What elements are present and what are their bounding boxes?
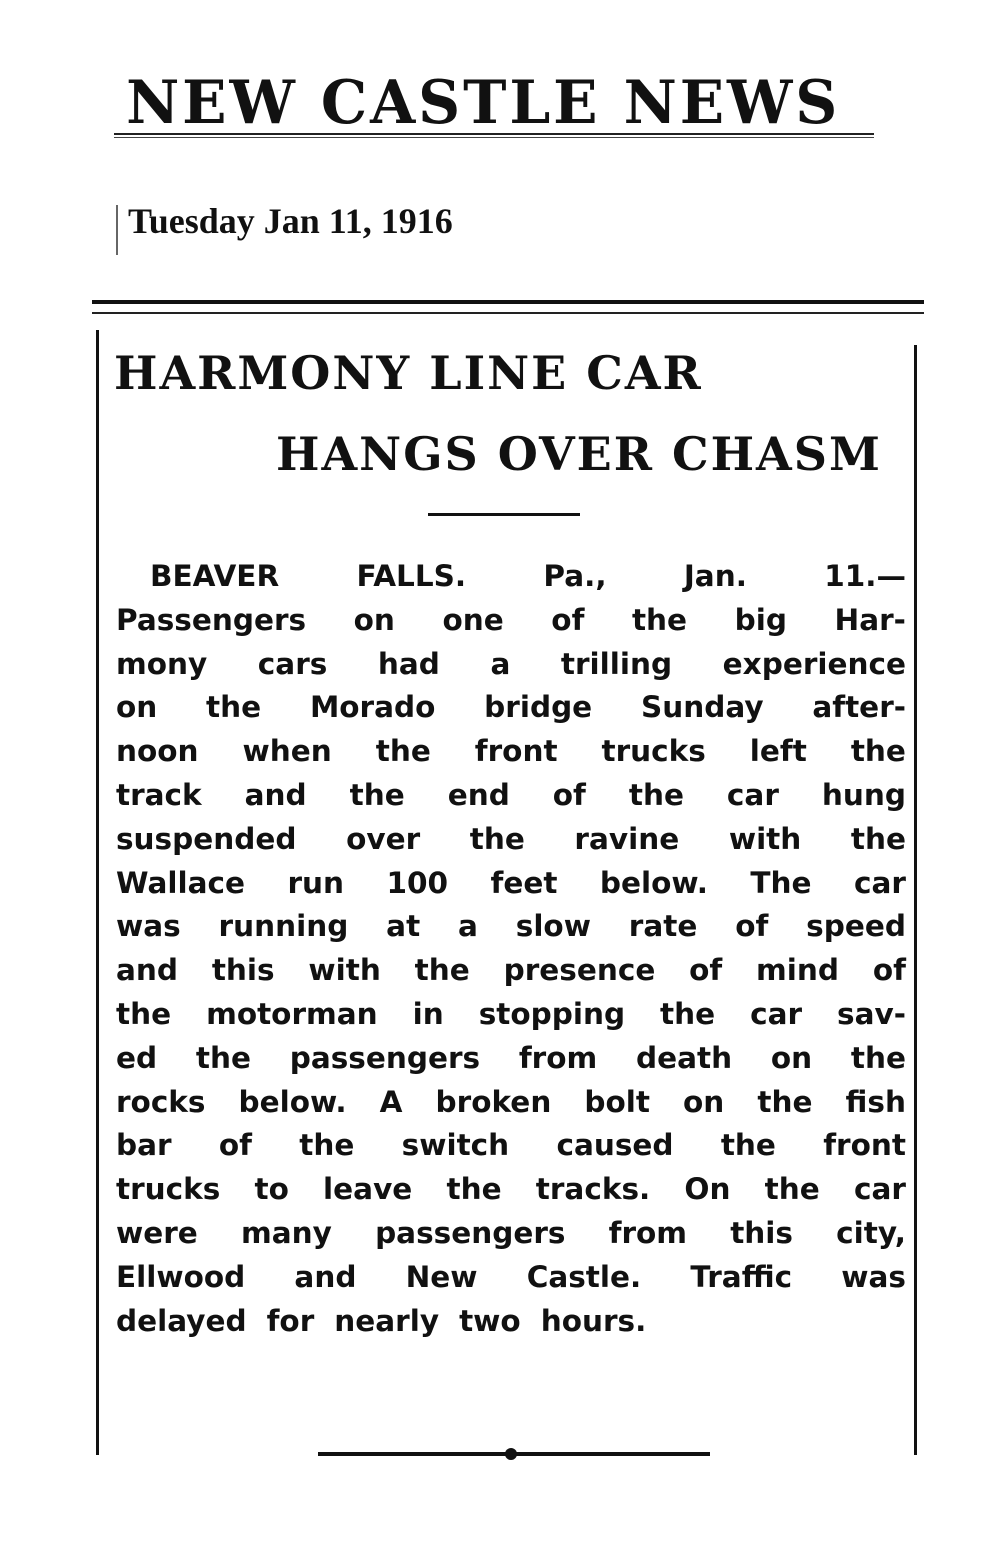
- article-word: switch: [401, 1128, 510, 1163]
- article-word: with: [308, 953, 381, 988]
- article-line: [116, 1124, 906, 1168]
- article-word: Ellwood: [116, 1259, 246, 1294]
- article-word: running: [218, 909, 349, 944]
- article-line: [116, 555, 906, 599]
- article-word: when: [242, 734, 332, 769]
- article-word: of: [735, 909, 769, 944]
- article-word: The: [750, 865, 812, 900]
- article-word: Passengers: [116, 602, 307, 637]
- article-word: trucks: [601, 734, 706, 769]
- article-line: [116, 1212, 906, 1256]
- article-word: the: [850, 1040, 906, 1075]
- article-word: slow: [515, 909, 591, 944]
- article-word: bar: [116, 1128, 172, 1163]
- article-word: ed: [116, 1040, 158, 1075]
- headline-line-1: HARMONY LINE CAR: [114, 346, 703, 400]
- article-word: ravine: [574, 821, 680, 856]
- article-word: nearly: [334, 1303, 440, 1338]
- article-word: was: [116, 909, 181, 944]
- clipping-top-rule-thin: [92, 312, 924, 314]
- article-line: [116, 774, 906, 818]
- article-word: Jan.: [683, 559, 747, 593]
- article-word: the: [850, 734, 906, 769]
- article-word: the: [660, 996, 716, 1031]
- publication-date: Tuesday Jan 11, 1916: [128, 201, 453, 241]
- article-word: with: [728, 821, 802, 856]
- article-word: over: [346, 821, 421, 856]
- article-word: the: [628, 777, 684, 812]
- article-word: the: [206, 690, 262, 725]
- clipping-top-rule: [92, 300, 924, 304]
- article-word: a: [490, 646, 511, 681]
- article-line: [116, 1081, 906, 1125]
- article-word: car: [726, 777, 779, 812]
- article-line: [116, 599, 906, 643]
- article-word: the: [720, 1128, 776, 1163]
- article-line: [116, 686, 906, 730]
- masthead-rule: [114, 133, 874, 138]
- article-word: the: [195, 1040, 251, 1075]
- article-word: of: [218, 1128, 252, 1163]
- article-word: 100: [386, 865, 449, 900]
- article-word: a: [458, 909, 478, 944]
- article-word: the: [116, 996, 172, 1031]
- article-word: the: [349, 777, 405, 812]
- article-line: [116, 862, 906, 906]
- article-line: [116, 1037, 906, 1081]
- article-line: [116, 905, 906, 949]
- article-word: two: [459, 1303, 521, 1338]
- article-word: big: [734, 602, 787, 637]
- article-word: hung: [821, 777, 906, 812]
- article-word: motorman: [206, 996, 378, 1031]
- article-word: On: [684, 1172, 731, 1207]
- article-word: Morado: [309, 690, 436, 725]
- article-line: [116, 1168, 906, 1212]
- article-word: the: [414, 953, 470, 988]
- article-word: rocks: [116, 1084, 206, 1119]
- article-word: Traffic: [690, 1259, 793, 1294]
- article-word: trilling: [560, 646, 673, 681]
- clipping-left-border: [96, 330, 99, 1455]
- article-word: on: [683, 1084, 725, 1119]
- article-word: car: [853, 865, 906, 900]
- article-line: [116, 818, 906, 862]
- article-word: city,: [836, 1215, 906, 1250]
- article-word: hours.: [540, 1303, 647, 1338]
- article-word: the: [469, 821, 525, 856]
- masthead-title: NEW CASTLE NEWS: [126, 68, 841, 138]
- article-word: from: [608, 1215, 688, 1250]
- article-word: suspended: [116, 821, 297, 856]
- date-margin-mark: [116, 205, 118, 255]
- article-end-ornament: [505, 1448, 517, 1460]
- article-word: BEAVER: [150, 559, 280, 593]
- article-word: speed: [806, 909, 906, 944]
- article-word: the: [850, 821, 906, 856]
- article-word: had: [377, 646, 440, 681]
- article-line: [116, 643, 906, 687]
- article-word: rate: [628, 909, 698, 944]
- headline-line-2: HANGS OVER CHASM: [276, 427, 882, 481]
- article-word: front: [823, 1128, 906, 1163]
- article-word: from: [518, 1040, 598, 1075]
- article-word: the: [375, 734, 431, 769]
- article-word: feet: [490, 865, 558, 900]
- article-word: for: [266, 1303, 315, 1338]
- article-word: was: [841, 1259, 906, 1294]
- article-word: the: [757, 1084, 813, 1119]
- article-word: track: [116, 777, 202, 812]
- article-word: tracks.: [535, 1172, 651, 1207]
- article-word: mony: [116, 646, 208, 681]
- article-word: bolt: [584, 1084, 650, 1119]
- article-line: [116, 730, 906, 774]
- article-word: 11.—: [824, 559, 906, 593]
- article-word: and: [244, 777, 307, 812]
- article-word: the: [299, 1128, 355, 1163]
- article-word: the: [631, 602, 688, 637]
- article-word: of: [872, 953, 906, 988]
- article-line: [116, 993, 906, 1037]
- article-word: fish: [845, 1084, 906, 1119]
- headline-divider: [428, 513, 580, 516]
- article-word: death: [635, 1040, 733, 1075]
- article-body: [116, 555, 906, 1343]
- article-word: Har-: [834, 602, 906, 637]
- article-word: broken: [435, 1084, 552, 1119]
- article-word: were: [116, 1215, 198, 1250]
- article-word: sav-: [837, 996, 906, 1031]
- article-word: after-: [812, 690, 906, 725]
- article-word: this: [730, 1215, 793, 1250]
- article-line: [116, 949, 906, 993]
- article-word: to: [254, 1172, 289, 1207]
- article-word: on: [353, 602, 395, 637]
- article-word: and: [116, 953, 179, 988]
- article-word: mind: [756, 953, 840, 988]
- article-line: [116, 1300, 906, 1344]
- article-word: experience: [722, 646, 906, 681]
- article-word: Wallace: [116, 865, 246, 900]
- article-word: in: [412, 996, 444, 1031]
- article-word: bridge: [484, 690, 593, 725]
- article-word: Castle.: [526, 1259, 642, 1294]
- article-word: below.: [238, 1084, 347, 1119]
- article-word: caused: [556, 1128, 674, 1163]
- article-word: many: [241, 1215, 332, 1250]
- article-word: stopping: [478, 996, 626, 1031]
- article-word: cars: [257, 646, 328, 681]
- article-word: below.: [599, 865, 708, 900]
- article-word: run: [287, 865, 345, 900]
- article-word: FALLS.: [356, 559, 467, 593]
- article-word: on: [770, 1040, 813, 1075]
- article-word: on: [116, 690, 158, 725]
- article-word: car: [750, 996, 803, 1031]
- article-word: passengers: [289, 1040, 481, 1075]
- article-word: Pa.,: [543, 559, 607, 593]
- article-word: Sunday: [640, 690, 764, 725]
- article-word: the: [764, 1172, 820, 1207]
- article-word: presence: [503, 953, 656, 988]
- article-word: and: [294, 1259, 357, 1294]
- article-word: of: [552, 777, 586, 812]
- article-word: left: [749, 734, 807, 769]
- article-word: trucks: [116, 1172, 221, 1207]
- article-word: at: [386, 909, 421, 944]
- article-word: New: [405, 1259, 478, 1294]
- article-word: car: [853, 1172, 906, 1207]
- article-word: the: [446, 1172, 502, 1207]
- article-word: of: [689, 953, 723, 988]
- article-word: noon: [116, 734, 199, 769]
- article-word: A: [379, 1084, 403, 1119]
- article-word: of: [551, 602, 585, 637]
- article-line: [116, 1256, 906, 1300]
- article-word: passengers: [375, 1215, 566, 1250]
- article-word: one: [442, 602, 504, 637]
- article-word: front: [474, 734, 558, 769]
- article-word: delayed: [116, 1303, 247, 1338]
- article-word: leave: [323, 1172, 413, 1207]
- article-word: end: [447, 777, 510, 812]
- article-word: this: [211, 953, 275, 988]
- clipping-right-border: [914, 345, 917, 1455]
